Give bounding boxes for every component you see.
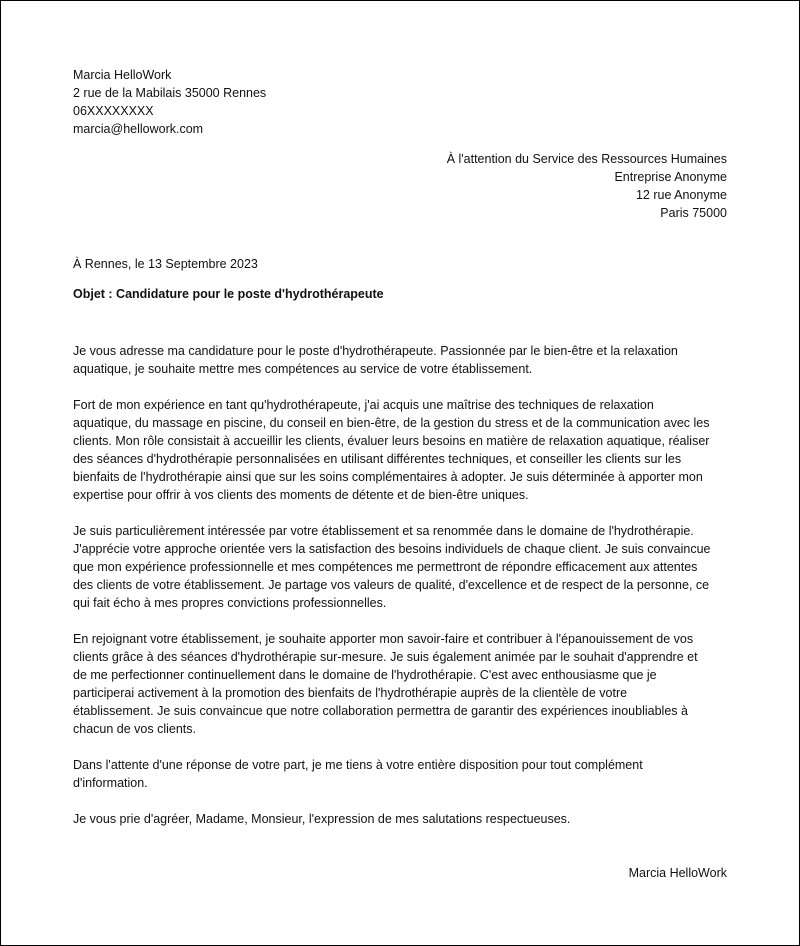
paragraph-line: expertise pour offrir à vos clients des moments de détente et de bien-être uniques. xyxy=(73,488,529,502)
recipient-attention: À l'attention du Service des Ressources Humaines xyxy=(446,152,727,166)
paragraph-line: Dans l'attente d'une réponse de votre part, je me tiens à votre entière disposition pour tout complément xyxy=(73,758,643,772)
sender-phone: 06XXXXXXXX xyxy=(73,104,154,118)
body-paragraph xyxy=(73,396,733,504)
signature: Marcia HelloWork xyxy=(628,866,727,880)
body-paragraph xyxy=(73,522,733,612)
paragraph-line: des clients de votre établissement. Je partage vos valeurs de qualité, d'excellence et de respect de la personne, ce xyxy=(73,578,710,592)
body-paragraph xyxy=(73,342,733,378)
paragraph-line: de me perfectionner continuellement dans le domaine de l'hydrothérapie. C'est avec enthousiasme que je xyxy=(73,668,657,682)
paragraph-line: J'apprécie votre approche orientée vers la satisfaction des besoins individuels de chaque client. Je suis convaincue xyxy=(73,542,711,556)
recipient-street: 12 rue Anonyme xyxy=(635,188,727,202)
paragraph-line: des séances d'hydrothérapie personnalisées en utilisant différentes techniques, et conseiller les clients sur les xyxy=(73,452,682,466)
recipient-company: Entreprise Anonyme xyxy=(614,170,727,184)
letter-body xyxy=(73,342,733,846)
sender-address: 2 rue de la Mabilais 35000 Rennes xyxy=(73,86,267,100)
date-line: À Rennes, le 13 Septembre 2023 xyxy=(73,257,258,271)
recipient-block xyxy=(447,150,727,222)
sender-block xyxy=(73,66,266,138)
paragraph-line: participerai activement à la promotion des bienfaits de l'hydrothérapie auprès de la clientèle de votre xyxy=(73,686,628,700)
paragraph-line: bienfaits de l'hydrothérapie ainsi que sur les soins complémentaires à adopter. Je suis déterminée à apporter mon xyxy=(73,470,703,484)
paragraph-line: qui fait écho à mes propres convictions professionnelles. xyxy=(73,596,387,610)
paragraph-line: Fort de mon expérience en tant qu'hydrothérapeute, j'ai acquis une maîtrise des techniques de relaxation xyxy=(73,398,654,412)
body-paragraph xyxy=(73,630,733,738)
paragraph-line: d'information. xyxy=(73,776,148,790)
paragraph-line: établissement. Je suis convaincue que notre collaboration permettra de garantir des expériences inoubliables à xyxy=(73,704,688,718)
paragraph-line: Je suis particulièrement intéressée par votre établissement et sa renommée dans le domaine de l'hydrothérapie. xyxy=(73,524,694,538)
sender-name: Marcia HelloWork xyxy=(73,68,172,82)
paragraph-line: aquatique, du massage en piscine, du conseil en bien-être, de la gestion du stress et de la communication avec les xyxy=(73,416,710,430)
sender-email: marcia@hellowork.com xyxy=(73,122,204,136)
body-paragraph xyxy=(73,756,733,792)
paragraph-line: Je vous adresse ma candidature pour le poste d'hydrothérapeute. Passionnée par le bien-être et la relaxation xyxy=(73,344,678,358)
recipient-city: Paris 75000 xyxy=(660,206,727,220)
paragraph-line: aquatique, je souhaite mettre mes compétences au service de votre établissement. xyxy=(73,362,533,376)
paragraph-line: que mon expérience professionnelle et mes compétences me permettront de répondre efficacement aux attentes xyxy=(73,560,698,574)
paragraph-line: clients. Mon rôle consistait à accueillir les clients, évaluer leurs besoins en matière de relaxation aquatique, réaliser xyxy=(73,434,710,448)
subject-line: Objet : Candidature pour le poste d'hydrothérapeute xyxy=(73,287,384,301)
paragraph-line: En rejoignant votre établissement, je souhaite apporter mon savoir-faire et contribuer à l'épanouissement de vos xyxy=(73,632,694,646)
paragraph-line: Je vous prie d'agréer, Madame, Monsieur, l'expression de mes salutations respectueuses. xyxy=(73,812,571,826)
paragraph-line: chacun de vos clients. xyxy=(73,722,196,736)
body-paragraph xyxy=(73,810,733,828)
paragraph-line: clients grâce à des séances d'hydrothérapie sur-mesure. Je suis également animée par le souhait d'apprendre et xyxy=(73,650,698,664)
